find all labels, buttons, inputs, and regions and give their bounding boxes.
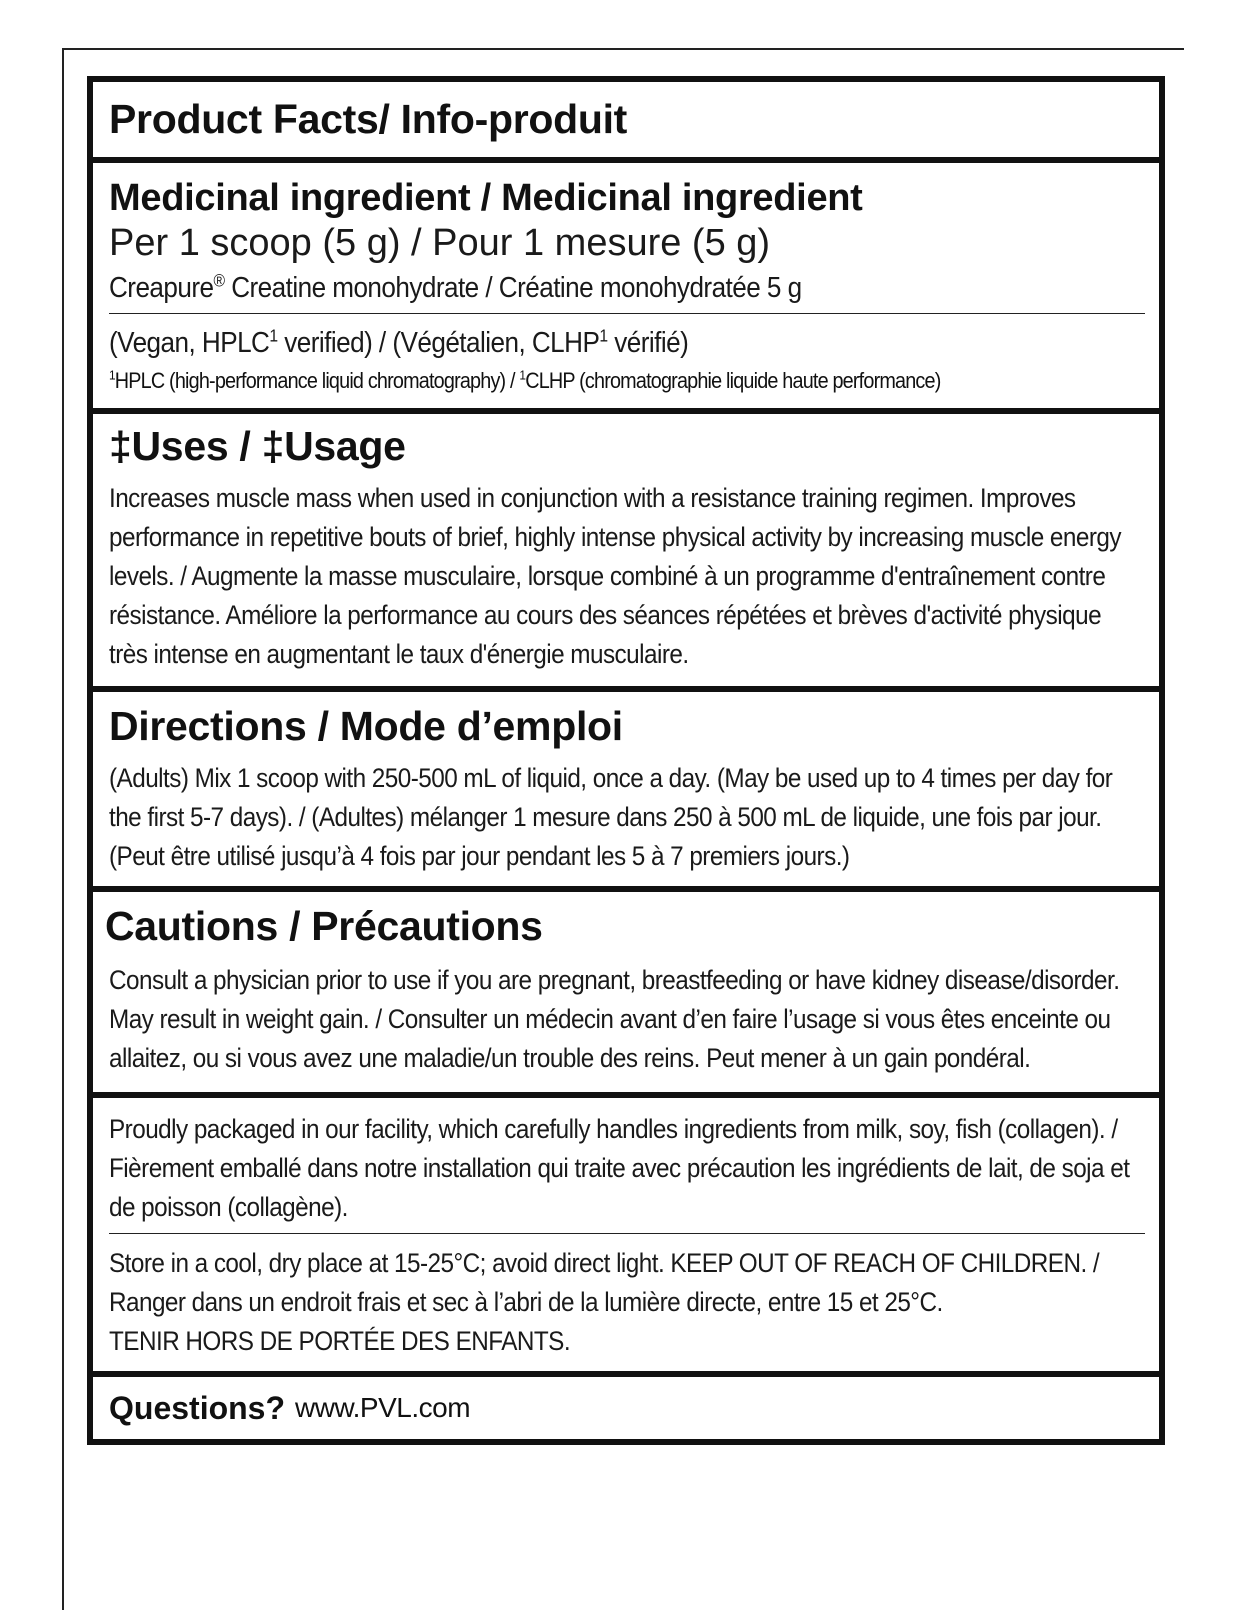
footnote-marker: 1 [599,325,608,346]
directions-title: Directions / Mode d’emploi [109,703,623,749]
vegan-text-c: vérifié) [607,327,689,359]
directions-text: (Adults) Mix 1 scoop with 250-500 mL of liquid, once a day. (May be used up to 4 times per day for the first 5-7 days). / (Adultes) mélanger 1 mesure dans 250 à 500 mL de liquide, une fois par jour. (Peut être utilisé jusqu’à 4 fois par jour pendant les 5 à 7 premiers jours.) [109,763,1113,871]
cautions-title: Cautions / Précautions [105,903,543,949]
vegan-text-b: verified) / (Végétalien, CLHP [277,327,600,359]
uses-title: ‡Uses / ‡Usage [109,423,406,469]
ingredient-description: Creatine monohydrate / Créatine monohydratée 5 g [224,272,802,304]
vegan-text-a: (Vegan, HPLC [109,327,270,359]
vegan-line [109,322,1144,364]
uses-section [93,414,1159,692]
ingredient-divider [109,313,1145,314]
product-facts-label [87,76,1165,1445]
footnote-marker: 1 [519,367,526,383]
storage-line: Ranger dans un endroit frais et sec à l’abri de la lumière directe, entre 15 et 25°C. [109,1287,943,1317]
storage-line: TENIR HORS DE PORTÉE DES ENFANTS. [109,1326,571,1356]
storage-line: Store in a cool, dry place at 15-25°C; avoid direct light. KEEP OUT OF REACH OF CHILDREN. / [109,1248,1100,1278]
website-link[interactable]: www.PVL.com [295,1392,471,1423]
footnote-marker: 1 [109,367,115,383]
product-facts-header [93,82,1159,163]
storage-text [109,1244,1144,1361]
uses-text: Increases muscle mass when used in conjunction with a resistance training regimen. Improves performance in repetitive bouts of brief, highly intense physical activity by increasing muscle energy levels. / Augmente la masse musculaire, lorsque combiné à un programme d'entraînement contre résistance. Améliore la performance au cours des séances répétées et brèves d'activité physique très intense en augmentant le taux d'énergie musculaire. [109,483,1121,669]
footnote-text-b: CLHP (chromatographie liquide haute performance) [525,368,941,393]
storage-divider [109,1233,1145,1234]
directions-section [93,692,1159,892]
product-facts-title: Product Facts/ Info-produit [109,96,628,142]
questions-section [93,1377,1159,1439]
ingredient-brand: Creapure [109,272,214,304]
footnote-text-a: HPLC (high-performance liquid chromatography) / [114,368,520,393]
cautions-section [93,892,1159,1098]
hplc-footnote [109,364,1153,398]
medicinal-ingredient-section [93,163,1159,414]
footnote-marker: 1 [269,325,278,346]
registered-mark: ® [213,270,225,291]
serving-size: Per 1 scoop (5 g) / Pour 1 mesure (5 g) [109,222,771,264]
ingredient-line [109,267,1144,313]
cautions-text: Consult a physician prior to use if you are pregnant, breastfeeding or have kidney disease/disorder. May result in weight gain. / Consulter un médecin avant d’en faire l’usage si vous êtes enceinte ou allaitez, ou si vous avez une maladie/un trouble des reins. Peut mener à un gain pondéral. [109,965,1120,1073]
medicinal-ingredient-title: Medicinal ingredient / Medicinal ingredient [109,177,863,219]
facility-text: Proudly packaged in our facility, which carefully handles ingredients from milk, soy, fish (collagen). / Fièrement emballé dans notre installation qui traite avec précaution les ingrédients de lait, de soja et de poisson (collagène). [109,1114,1130,1222]
questions-label: Questions? [109,1389,286,1426]
facility-section [93,1098,1159,1377]
